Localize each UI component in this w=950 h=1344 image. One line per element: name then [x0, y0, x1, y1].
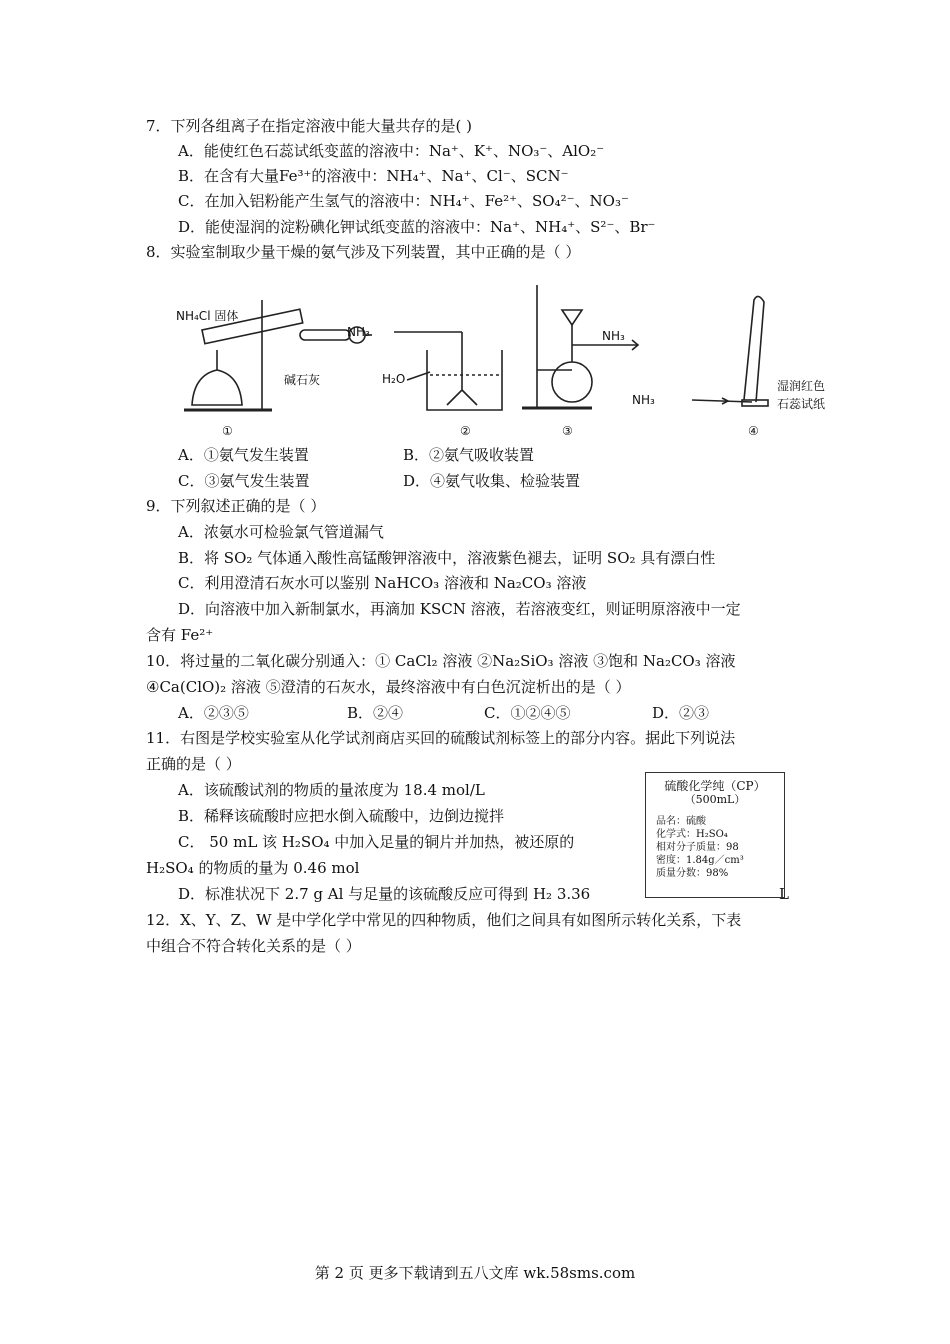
q7-option-c: C．在加入铝粉能产生氢气的溶液中：NH₄⁺、Fe²⁺、SO₄²⁻、NO₃⁻ [178, 192, 629, 210]
q8-option-a: A．①氨气发生装置 [178, 446, 309, 464]
q11-option-d-unit: L [779, 885, 789, 903]
fig-number-2: ② [460, 424, 471, 438]
fig-number-3: ③ [562, 424, 573, 438]
q8-option-c: C．③氨气发生装置 [178, 472, 310, 490]
apparatus-figure [172, 280, 832, 440]
q11-stem: 11．右图是学校实验室从化学试剂商店买回的硫酸试剂标签上的部分内容。据此下列说法 [146, 729, 736, 747]
q11-option-b: B．稀释该硫酸时应把水倒入硫酸中，边倒边搅拌 [178, 807, 505, 825]
sulfuric-acid-label [645, 772, 785, 898]
q10-option-d: D．②③ [652, 704, 710, 722]
label-formula: 化学式：H₂SO₄ [656, 829, 728, 840]
label-molar-mass: 相对分子质量：98 [656, 842, 739, 853]
fig-number-1: ① [222, 424, 233, 438]
q9-stem: 9．下列叙述正确的是（ ） [146, 497, 326, 515]
q9-option-c: C．利用澄清石灰水可以鉴别 NaHCO₃ 溶液和 Na₂CO₃ 溶液 [178, 574, 587, 592]
fig-label-nh3-2: NH₃ [602, 329, 625, 343]
label-density: 密度：1.84g／cm³ [656, 855, 744, 866]
q12-stem-cont: 中组合不符合转化关系的是（ ） [146, 937, 361, 955]
q10-stem-cont: ④Ca(ClO)₂ 溶液 ⑤澄清的石灰水，最终溶液中有白色沉淀析出的是（ ） [146, 678, 631, 696]
fig-label-litmus: 湿润红色 [777, 379, 826, 393]
q8-option-d: D．④氨气收集、检验装置 [403, 472, 581, 490]
label-title: 硫酸化学纯（CP） [664, 779, 766, 793]
q11-option-a: A．该硫酸试剂的物质的量浓度为 18.4 mol/L [178, 781, 485, 799]
q10-stem: 10．将过量的二氧化碳分别通入：① CaCl₂ 溶液 ②Na₂SiO₃ 溶液 ③饱和 Na₂CO₃ 溶液 [146, 652, 736, 670]
q10-option-b: B．②④ [347, 704, 404, 722]
fig-label-litmus-2: 石蕊试纸 [777, 397, 826, 411]
q9-option-d: D．向溶液中加入新制氯水，再滴加 KSCN 溶液，若溶液变红，则证明原溶液中一定 [178, 600, 741, 618]
q11-stem-cont: 正确的是（ ） [146, 755, 241, 773]
q7-option-b: B．在含有大量Fe³⁺的溶液中：NH₄⁺、Na⁺、Cl⁻、SCN⁻ [178, 167, 569, 185]
fig-label-h2o: H₂O [382, 372, 406, 386]
q7-option-d: D．能使湿润的淀粉碘化钾试纸变蓝的溶液中：Na⁺、NH₄⁺、S²⁻、Br⁻ [178, 218, 656, 236]
q11-option-d: D．标准状况下 2.7 g Al 与足量的该硫酸反应可得到 H₂ 3.36 [178, 885, 591, 903]
q9-option-d-cont: 含有 Fe²⁺ [146, 626, 214, 644]
q12-stem: 12．X、Y、Z、W 是中学化学中常见的四种物质，他们之间具有如图所示转化关系，下表 [146, 911, 742, 929]
q10-option-c: C．①②④⑤ [484, 704, 571, 722]
q11-option-c-cont: H₂SO₄ 的物质的量为 0.46 mol [146, 859, 360, 877]
q10-option-a: A．②③⑤ [178, 704, 249, 722]
q7-stem: 7．下列各组离子在指定溶液中能大量共存的是( ) [146, 117, 473, 135]
q8-option-b: B．②氨气吸收装置 [403, 446, 535, 464]
q11-option-c: C． 50 mL 该 H₂SO₄ 中加入足量的铜片并加热，被还原的 [178, 833, 575, 851]
fig-number-4: ④ [748, 424, 759, 438]
q9-option-a: A．浓氨水可检验氯气管道漏气 [178, 523, 384, 541]
q8-stem: 8．实验室制取少量干燥的氨气涉及下列装置，其中正确的是（ ） [146, 243, 581, 261]
fig-label-nh3-1: NH₃ [347, 325, 370, 339]
fig-label-soda-lime: 碱石灰 [284, 373, 321, 387]
q9-option-b: B．将 SO₂ 气体通入酸性高锰酸钾溶液中，溶液紫色褪去，证明 SO₂ 具有漂白性 [178, 549, 716, 567]
label-volume: （500mL） [684, 793, 746, 806]
fig-label-nh4cl: NH₄Cl 固体 [176, 309, 239, 323]
fig-label-nh3-3: NH₃ [632, 393, 655, 407]
label-mass-fraction: 质量分数：98% [656, 868, 729, 879]
q7-option-a: A．能使红色石蕊试纸变蓝的溶液中：Na⁺、K⁺、NO₃⁻、AlO₂⁻ [178, 142, 605, 160]
page-footer: 第 2 页 更多下载请到五八文库 wk.58sms.com [314, 1264, 636, 1282]
label-name: 品名：硫酸 [656, 816, 706, 827]
